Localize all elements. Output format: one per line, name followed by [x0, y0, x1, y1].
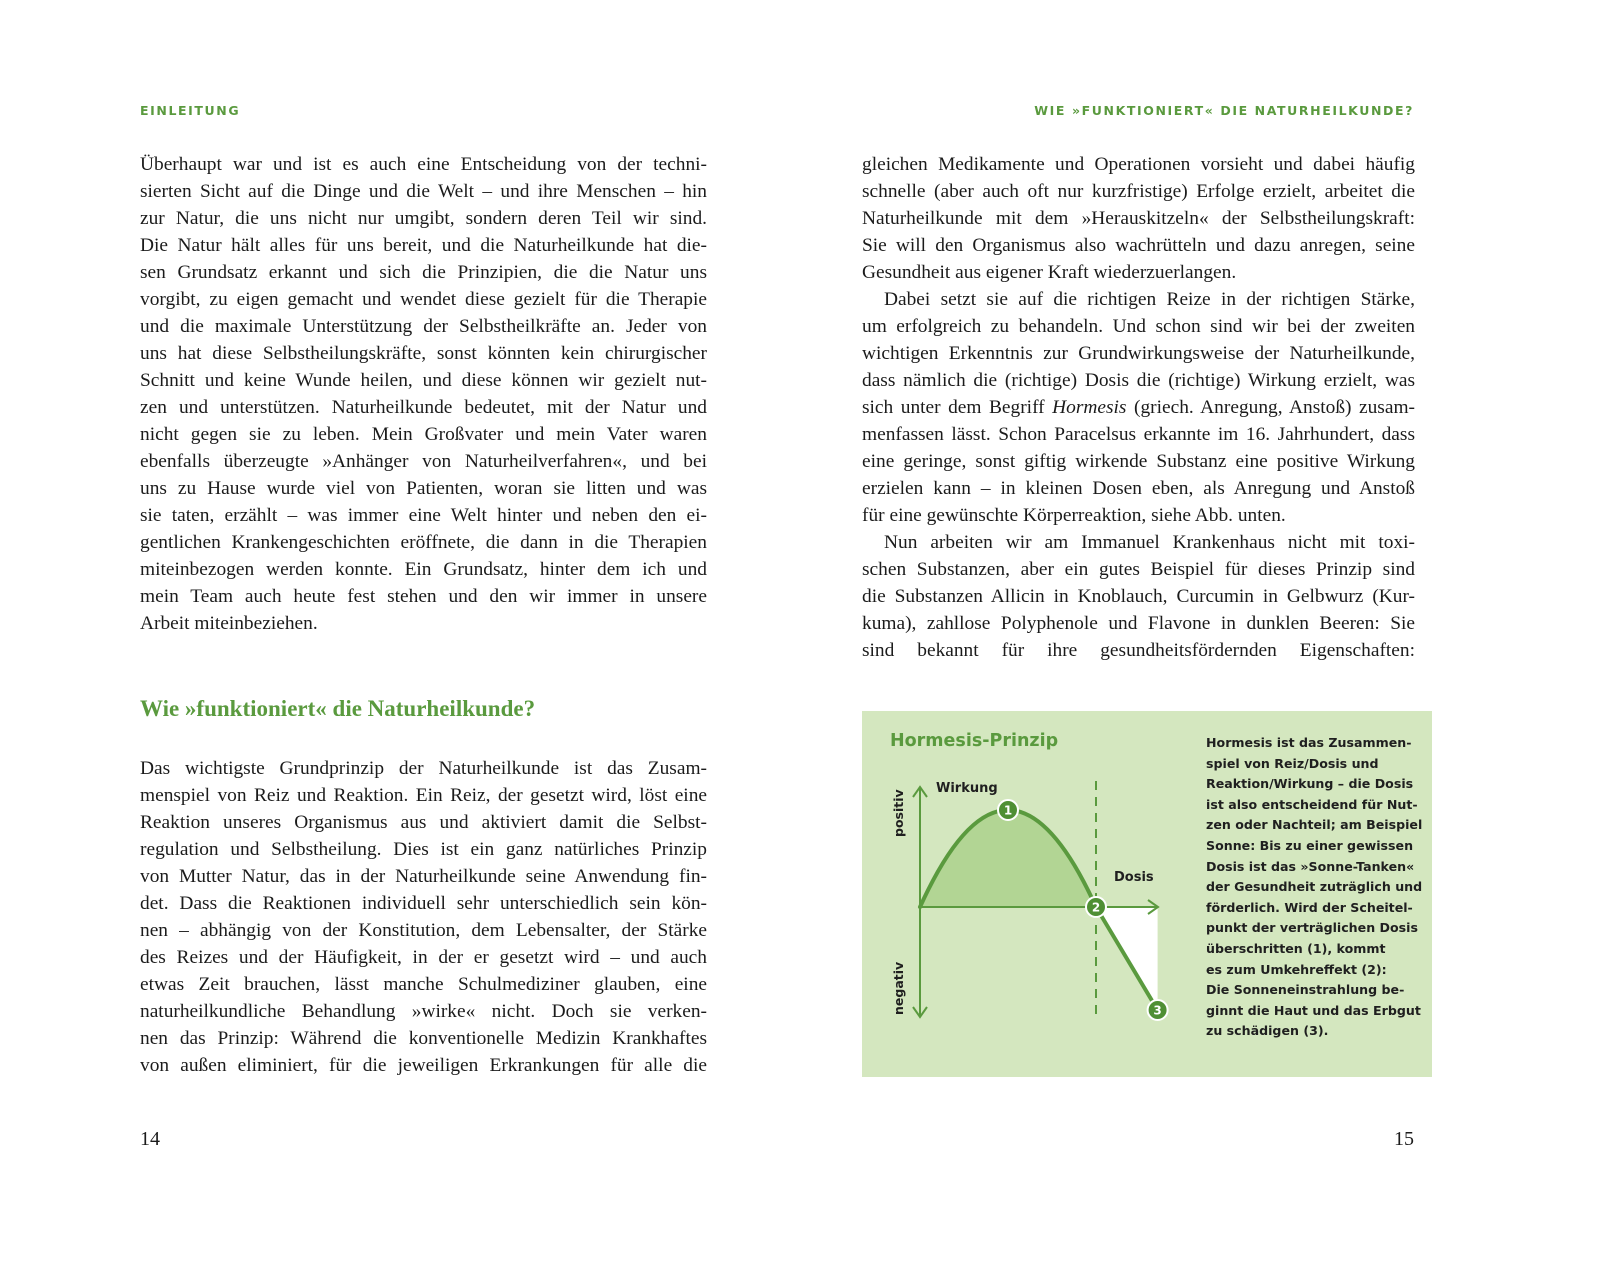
caption-line: förderlich. Wird der Scheitel-	[1206, 899, 1413, 915]
text-line: gleichen Medikamente und Operationen vorsieht und dabei häufig	[862, 154, 1415, 175]
running-head-left: EINLEITUNG	[140, 103, 241, 118]
text-line: menspiel von Reiz und Reaktion. Ein Reiz, der gesetzt wird, löst eine	[140, 785, 707, 806]
caption-line: spiel von Reiz/Dosis und	[1206, 755, 1379, 771]
text-line: vorgibt, zu eigen gemacht und wendet diese gezielt für die Therapie	[140, 289, 707, 310]
text-line: Das wichtigste Grundprinzip der Naturheilkunde ist das Zusam-	[140, 758, 707, 779]
section-heading: Wie »funktioniert« die Naturheilkunde?	[140, 696, 536, 721]
text-line: zur Natur, die uns nicht nur umgibt, sondern deren Teil wir sind.	[140, 208, 707, 229]
infobox-caption	[1206, 733, 1423, 1042]
caption-line: ginnt die Haut und das Erbgut	[1206, 1002, 1421, 1018]
text-line: sierten Sicht auf die Dinge und die Welt – und ihre Menschen – hin	[140, 181, 707, 202]
text-line: sie taten, erzählt – was immer eine Welt hinter und neben den ei-	[140, 505, 707, 526]
text-line: schnelle (aber auch oft nur kurzfristige) Erfolge erzielt, arbeitet die	[862, 181, 1415, 202]
text-fragment: sich unter dem Begriff	[862, 397, 1053, 418]
text-line: mein Team auch heute fest stehen und den wir immer in unsere	[140, 586, 707, 607]
text-line: det. Dass die Reaktionen individuell sehr unterschiedlich sein kön-	[140, 893, 707, 914]
text-line: Arbeit miteinbeziehen.	[140, 613, 318, 634]
text-line: um erfolgreich zu behandeln. Und schon sind wir bei der zweiten	[862, 316, 1415, 337]
text-line: nen – abhängig von der Konstitution, dem Lebensalter, der Stärke	[140, 920, 707, 941]
marker-3-label: 3	[1153, 1003, 1162, 1018]
caption-line: zen oder Nachteil; am Beispiel	[1206, 817, 1423, 833]
right-page	[800, 0, 1600, 1272]
y-axis-label-negative: negativ	[891, 961, 906, 1015]
text-line: Naturheilkunde mit dem »Herauskitzeln« der Selbstheilungskraft:	[862, 208, 1415, 229]
text-line: ebenfalls überzeugte »Anhänger von Naturheilverfahren«, und bei	[140, 451, 707, 472]
text-line: Nun arbeiten wir am Immanuel Krankenhaus nicht mit toxi-	[884, 532, 1415, 553]
text-line: erzielen kann – in kleinen Dosen eben, als Anregung und Anstoß	[862, 478, 1415, 499]
text-line: zen und unterstützen. Naturheilkunde bedeutet, mit der Natur und	[140, 397, 707, 418]
left-paragraph-1	[140, 151, 707, 637]
text-line: und die maximale Unterstützung der Selbstheilkräfte an. Jeder von	[140, 316, 707, 337]
right-text	[862, 151, 1415, 664]
italic-term: Hormesis	[1052, 397, 1127, 418]
caption-line: Reaktion/Wirkung – die Dosis	[1206, 776, 1414, 792]
text-line: schen Substanzen, aber ein gutes Beispiel für dieses Prinzip sind	[862, 559, 1415, 580]
text-line: des Reizes und der Häufigkeit, in der er gesetzt wird – und auch	[140, 947, 707, 968]
text-line: Reaktion unseres Organismus aus und aktiviert damit die Selbst-	[140, 812, 707, 833]
y-axis-label: Wirkung	[936, 781, 998, 796]
text-line: von außen eliminiert, für die jeweiligen Erkrankungen für alle die	[140, 1055, 707, 1076]
page-number: 14	[140, 1128, 160, 1150]
marker-1-label: 1	[1003, 803, 1013, 818]
text-line: Dabei setzt sie auf die richtigen Reize in der richtigen Stärke,	[884, 289, 1415, 310]
x-axis-label: Dosis	[1114, 870, 1154, 885]
text-line: gentlichen Krankengeschichten eröffnete, die dann in die Therapien	[140, 532, 707, 553]
text-line: für eine gewünschte Körperreaktion, siehe Abb. unten.	[862, 505, 1286, 526]
caption-line: zu schädigen (3).	[1206, 1023, 1329, 1039]
text-line: regulation und Selbstheilung. Dies ist ein ganz natürliches Prinzip	[140, 839, 707, 860]
running-head-right: WIE »FUNKTIONIERT« DIE NATURHEILKUNDE?	[1034, 103, 1414, 118]
text-line: von Mutter Natur, das in der Naturheilkunde seine Anwendung fin-	[140, 866, 707, 887]
caption-line: Hormesis ist das Zusammen-	[1206, 735, 1412, 750]
hormesis-infobox	[862, 711, 1432, 1077]
y-axis-label-positive: positiv	[891, 789, 906, 837]
text-line-hormesis	[862, 394, 1415, 421]
text-line: nen das Prinzip: Während die konventionelle Medizin Krankhaftes	[140, 1028, 707, 1049]
infobox-title: Hormesis-Prinzip	[890, 731, 1059, 751]
text-line: Schnitt und keine Wunde heilen, und diese können wir gezielt nut-	[140, 370, 707, 391]
text-line: etwas Zeit brauchen, lässt manche Schulmediziner glauben, eine	[140, 974, 707, 995]
text-line: miteinbezogen werden konnte. Ein Grundsatz, hinter dem ich und	[140, 559, 707, 580]
left-paragraph-2	[140, 755, 707, 1079]
caption-line: ist also entscheidend für Nut-	[1206, 796, 1418, 812]
caption-line: Die Sonneneinstrahlung be-	[1206, 982, 1405, 998]
marker-2-label: 2	[1091, 900, 1101, 915]
caption-line: Dosis ist das »Sonne-Tanken«	[1206, 858, 1415, 874]
caption-line: es zum Umkehreffekt (2):	[1206, 961, 1387, 977]
text-line: die Substanzen Allicin in Knoblauch, Curcumin in Gelbwurz (Kur-	[862, 586, 1415, 607]
text-line: naturheilkundliche Behandlung »wirke« nicht. Doch sie verken-	[140, 1001, 707, 1022]
text-line: eine geringe, sonst giftig wirkende Substanz eine positive Wirkung	[862, 451, 1415, 472]
caption-line: der Gesundheit zuträglich und	[1206, 879, 1423, 895]
page-number: 15	[1394, 1128, 1414, 1150]
text-line: dass nämlich die (richtige) Dosis die (richtige) Wirkung erzielt, was	[862, 370, 1415, 391]
text-line: sen Grundsatz erkannt und sich die Prinzipien, die die Natur uns	[140, 262, 707, 283]
caption-line: überschritten (1), kommt	[1206, 940, 1386, 956]
text-line: wichtigen Erkenntnis zur Grundwirkungsweise der Naturheilkunde,	[862, 343, 1415, 364]
text-line: Überhaupt war und ist es auch eine Entscheidung von der techni-	[140, 154, 707, 175]
text-line: uns zu Hause wurde viel von Patienten, woran sie litten und was	[140, 478, 707, 499]
text-line: nicht gegen sie zu leben. Mein Großvater und mein Vater waren	[140, 424, 707, 445]
text-line: Die Natur hält alles für uns bereit, und die Naturheilkunde hat die-	[140, 235, 707, 256]
text-line: Sie will den Organismus also wachrütteln und dazu anregen, seine	[862, 235, 1415, 256]
text-line: sind bekannt für ihre gesundheitsfördernden Eigenschaften:	[862, 640, 1415, 661]
text-line: menfassen lässt. Schon Paracelsus erkannte im 16. Jahrhundert, dass	[862, 424, 1415, 445]
text-fragment: (griech. Anregung, Anstoß) zusam-	[1126, 397, 1415, 418]
text-line: kuma), zahllose Polyphenole und Flavone in dunklen Beeren: Sie	[862, 613, 1415, 634]
caption-line: punkt der verträglichen Dosis	[1206, 920, 1418, 936]
text-line: Gesundheit aus eigener Kraft wiederzuerlangen.	[862, 262, 1237, 283]
caption-line: Sonne: Bis zu einer gewissen	[1206, 837, 1414, 853]
hormesis-chart	[862, 711, 1202, 1077]
text-line: uns hat diese Selbstheilungskräfte, sonst könnten kein chirurgischer	[140, 343, 707, 364]
